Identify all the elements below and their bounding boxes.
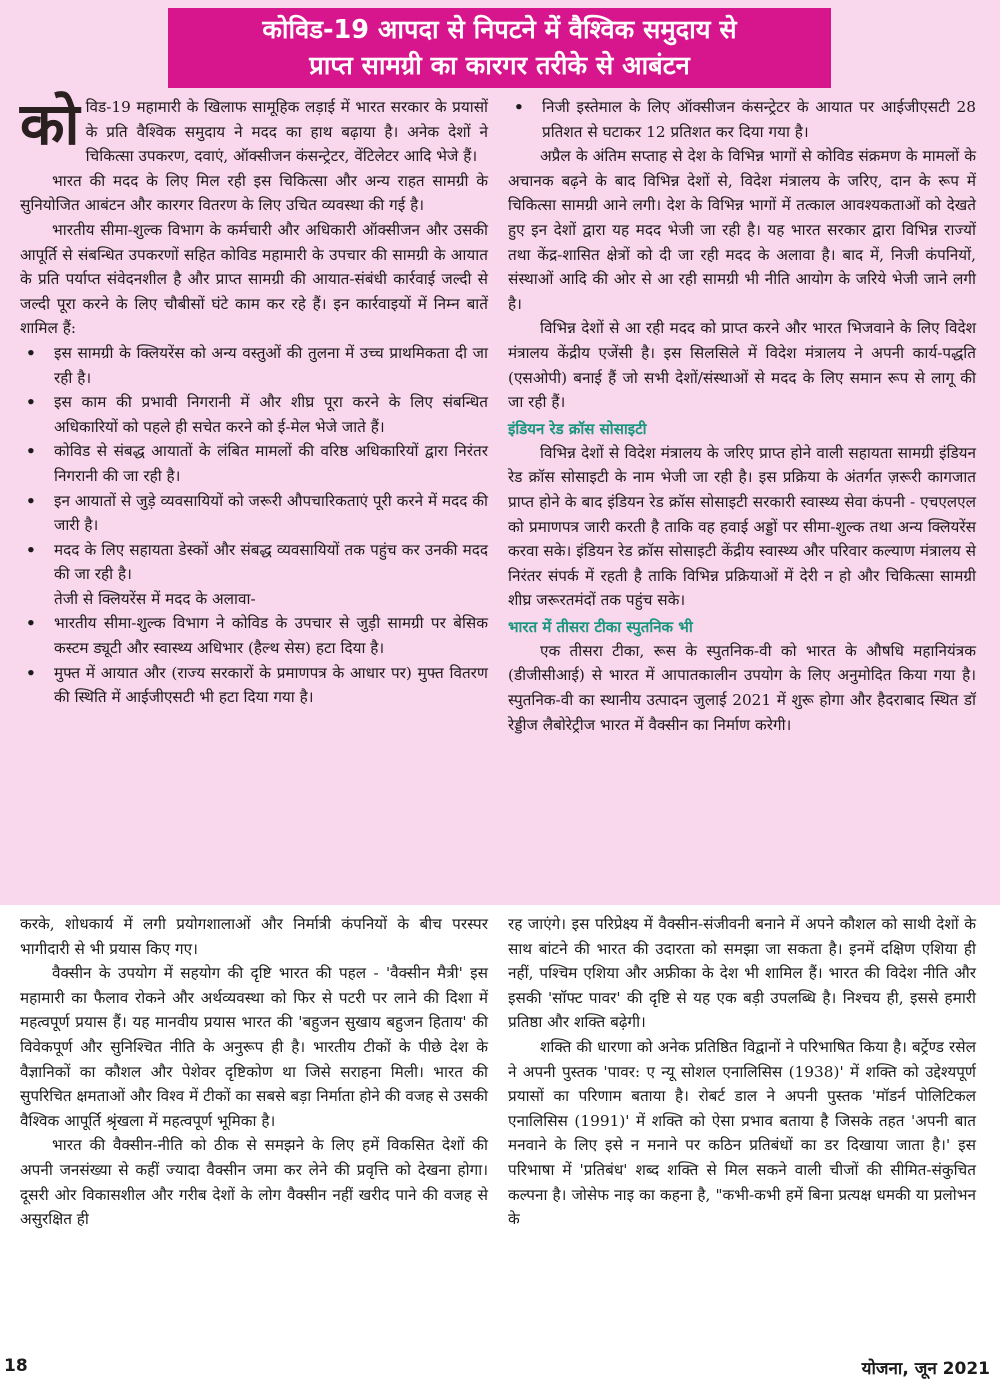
article-right-column xyxy=(508,912,976,1232)
subheading-sputnik: भारत में तीसरा टीका स्पुतनिक भी xyxy=(508,617,693,636)
bullet-item: • मदद के लिए सहायता डेस्कों और संबद्ध व्यवसायियों तक पहुंच कर उनकी मदद की जा रही है। xyxy=(20,538,488,587)
customs-bullet-list xyxy=(20,341,488,587)
bullet-item: • निजी इस्तेमाल के लिए ऑक्सीजन कंसन्ट्रेटर के आयात पर आईजीएसटी 28 प्रतिशत से घटाकर 12 प्रतिशत कर दिया गया है। xyxy=(508,95,976,144)
paragraph: भारत की मदद के लिए मिल रही इस चिकित्सा और अन्य राहत सामग्री के सुनियोजित आबंटन और कारगर वितरण के लिए उचित व्यवस्था की गई है। xyxy=(20,171,488,215)
paragraph: करके, शोधकार्य में लगी प्रयोगशालाओं और निर्मात्री कंपनियों के बीच परस्पर भागीदारी से भी प्रयास किए गए। xyxy=(20,915,488,958)
journal-footer: योजना, जून 2021 xyxy=(861,1359,990,1379)
paragraph: रह जाएंगे। इस परिप्रेक्ष्य में वैक्सीन-संजीवनी बनाने में अपने कौशल को साथी देशों के साथ बांटने की भारत की उदारता को समझा जा सकता है। इनमें दक्षिण एशिया ही नहीं, पश्चिम एशिया और अफ्रीका के देश भी शामिल हैं। भारत की विदेश नीति और इसकी 'सॉफ्ट पावर' की दृष्टि से यह एक बड़ी उपलब्धि है। निश्चय ही, इससे हमारी प्रतिष्ठा और शक्ति बढ़ेगी। xyxy=(508,915,976,1032)
bullet-item: • इन आयातों से जुड़े व्यवसायियों को जरूरी औपचारिकताएं पूरी करने में मदद की जारी है। xyxy=(20,489,488,538)
intro-paragraph xyxy=(20,90,488,169)
bullet-item: • इस काम की प्रभावी निगरानी में और शीघ्र पूरा करने के लिए संबन्धित अधिकारियों को पहले ही सचेत करने को ई-मेल भेजे जाते हैं। xyxy=(20,390,488,439)
paragraph: भारत की वैक्सीन-नीति को ठीक से समझने के लिए हमें विकसित देशों की अपनी जनसंख्या से कहीं ज्यादा वैक्सीन जमा कर लेने की प्रवृत्ति को देखना होगा। दूसरी ओर विकासशील और गरीब देशों के लोग वैक्सीन नहीं खरीद पाने की वजह से असुरक्षित ही xyxy=(20,1136,488,1229)
box-right-column xyxy=(508,95,976,737)
list-interlude: तेजी से क्लियरेंस में मदद के अलावा- xyxy=(54,589,256,608)
page-number: 18 xyxy=(4,1356,28,1376)
igst-bullet-list xyxy=(508,95,976,144)
paragraph: विभिन्न देशों से आ रही मदद को प्राप्त करने और भारत भिजवाने के लिए विदेश मंत्रालय केंद्रीय एजेंसी है। इस सिलसिले में विदेश मंत्रालय ने अपनी कार्य-पद्धति (एसओपी) बनाई हैं जो सभी देशों/संस्थाओं से मदद के लिए समान रूप से लागू की जा रही हैं। xyxy=(508,319,976,412)
paragraph: शक्ति की धारणा को अनेक प्रतिष्ठित विद्वानों ने परिभाषित किया है। बर्ट्रेण्ड रसेल ने अपनी पुस्तक 'पावर: ए न्यू सोशल एनालिसिस (1938)' में शक्ति को उद्देश्यपूर्ण प्रयासों का परिणाम बताया है। रोबर्ट डाल ने अपनी पुस्तक 'मॉडर्न पोलिटिकल एनालिसिस (1991)' में शक्ति को ऐसा प्रभाव बताया है जिसके तहत 'अपनी बात मनवाने के लिए इसे न मनाने पर कठिन प्रतिबंधों का डर दिखाया जाता है।' इस परिभाषा में 'प्रतिबंध' शब्द शक्ति से मिल सकने वाली चीजों की सीमित-संकुचित कल्पना है। जोसेफ नाइ का कहना है, "कभी-कभी हमें बिना प्रत्यक्ष धमकी या प्रलोभन के xyxy=(508,1037,976,1229)
bullet-item: • इस सामग्री के क्लियरेंस को अन्य वस्तुओं की तुलना में उच्च प्राथमिकता दी जा रही है। xyxy=(20,341,488,390)
paragraph: अप्रैल के अंतिम सप्ताह से देश के विभिन्न भागों से कोविड संक्रमण के मामलों के अचानक बढ़ने के बाद विभिन्न देशों से, विदेश मंत्रालय के जरिए, दान के रूप में चिकित्सा सामग्री आने लगी। देश के विभिन्न भागों में तत्काल आवश्यकताओं को देखते हुए इन देशों द्वारा यह मदद भेजी जा रही है। यह भारत सरकार द्वारा विभिन्न राज्यों तथा केंद्र-शासित क्षेत्रों को दी जा रही मदद के अलावा है। बाद में, निजी कंपनियों, संस्थाओं आदि की ओर से आ रही सामग्री भी नीति आयोग के जरिये भेजी जाने लगी है। xyxy=(508,147,976,313)
title-line-1: कोविड-19 आपदा से निपटने में वैश्विक समुदाय से xyxy=(262,15,737,45)
paragraph: भारतीय सीमा-शुल्क विभाग के कर्मचारी और अधिकारी ऑक्सीजन और उसकी आपूर्ति से संबन्धित उपकरणों सहित कोविड महामारी के उपचार की सामग्री के आयात के प्रति पर्याप्त संवेदनशील है और प्राप्त सामग्री की आयात-संबंधी कार्रवाई जल्दी से जल्दी पूरा करने के लिए चौबीसों घंटे काम कर रहे हैं। इन कार्रवाइयों में निम्न बातें शामिल हैं: xyxy=(20,220,488,338)
bullet-item: • कोविड से संबद्ध आयातों के लंबित मामलों की वरिष्ठ अधिकारियों द्वारा निरंतर निगरानी की जा रही है। xyxy=(20,439,488,488)
duty-bullet-list xyxy=(20,611,488,709)
paragraph: एक तीसरा टीका, रूस के स्पुतनिक-वी को भारत के औषधि महानियंत्रक (डीजीसीआई) से भारत में आपातकालीन उपयोग के लिए अनुमोदित किया गया है। स्पुतनिक-वी का स्थानीय उत्पादन जुलाई 2021 में शुरू होगा और हैदराबाद स्थित डॉ रेड्डीज लैबोरेट्रीज भारत में वैक्सीन का निर्माण करेगी। xyxy=(508,641,976,734)
intro-text: विड-19 महामारी के खिलाफ सामूहिक लड़ाई में भारत सरकार के प्रयासों के प्रति वैश्विक समुदाय ने मदद का हाथ बढ़ाया है। अनेक देशों ने चिकित्सा उपकरण, दवाएं, ऑक्सीजन कंसन्ट्रेटर, वेंटिलेटर आदि भेजे हैं। xyxy=(85,98,488,166)
bullet-item: • भारतीय सीमा-शुल्क विभाग ने कोविड के उपचार से जुड़ी सामग्री पर बेसिक कस्टम ड्यूटी और स्वास्थ्य अधिभार (हैल्थ सेस) हटा दिया है। xyxy=(20,611,488,660)
article-left-column xyxy=(20,912,488,1232)
paragraph: विभिन्न देशों से विदेश मंत्रालय के जरिए प्राप्त होने वाली सहायता सामग्री इंडियन रेड क्रॉस सोसाइटी के नाम भेजी जा रही है। इस प्रक्रिया के अंतर्गत ज़रूरी कागजात प्राप्त होने के बाद इंडियन रेड क्रॉस सोसाइटी सरकारी स्वास्थ्य सेवा कंपनी - एचएलएल को प्रमाणपत्र जारी करती है ताकि वह हवाई अड्डों पर सीमा-शुल्क तथा अन्य क्लियरेंस करवा सके। इंडियन रेड क्रॉस सोसाइटी केंद्रीय स्वास्थ्य और परिवार कल्याण मंत्रालय से निरंतर संपर्क में रहती है ताकि विभिन्न प्रक्रियाओं में देरी न हो और चिकित्सा सामग्री शीघ्र जरूरतमंदों तक पहुंच सके। xyxy=(508,443,976,610)
drop-cap: को xyxy=(20,90,80,158)
subheading-red-cross: इंडियन रेड क्रॉस सोसाइटी xyxy=(508,419,647,438)
title-banner xyxy=(168,8,831,88)
paragraph: वैक्सीन के उपयोग में सहयोग की दृष्टि भारत की पहल - 'वैक्सीन मैत्री' इस महामारी का फैलाव रोकने और अर्थव्यवस्था को फिर से पटरी पर लाने की दिशा में महत्वपूर्ण प्रयास हैं। यह मानवीय प्रयास भारत की 'बहुजन सुखाय बहुजन हिताय' की विवेकपूर्ण और सुनिश्चित नीति के अनुरूप ही है। भारतीय टीकों के पीछे देश के वैज्ञानिकों का कौशल और पेशेवर दृष्टिकोण था जिसे सराहना मिली। भारत की सुपरिचित क्षमताओं और विश्व में टीकों का सबसे बड़ा निर्माता होने की वजह से उसकी वैश्विक आपूर्ति श्रृंखला में महत्वपूर्ण भूमिका है। xyxy=(20,964,488,1130)
title-line-2: प्राप्त सामग्री का कारगर तरीके से आबंटन xyxy=(309,51,690,81)
box-left-column xyxy=(20,90,488,710)
bullet-item: • मुफ्त में आयात और (राज्य सरकारों के प्रमाणपत्र के आधार पर) मुफ्त वितरण की स्थिति में आईजीएसटी भी हटा दिया गया है। xyxy=(20,661,488,710)
